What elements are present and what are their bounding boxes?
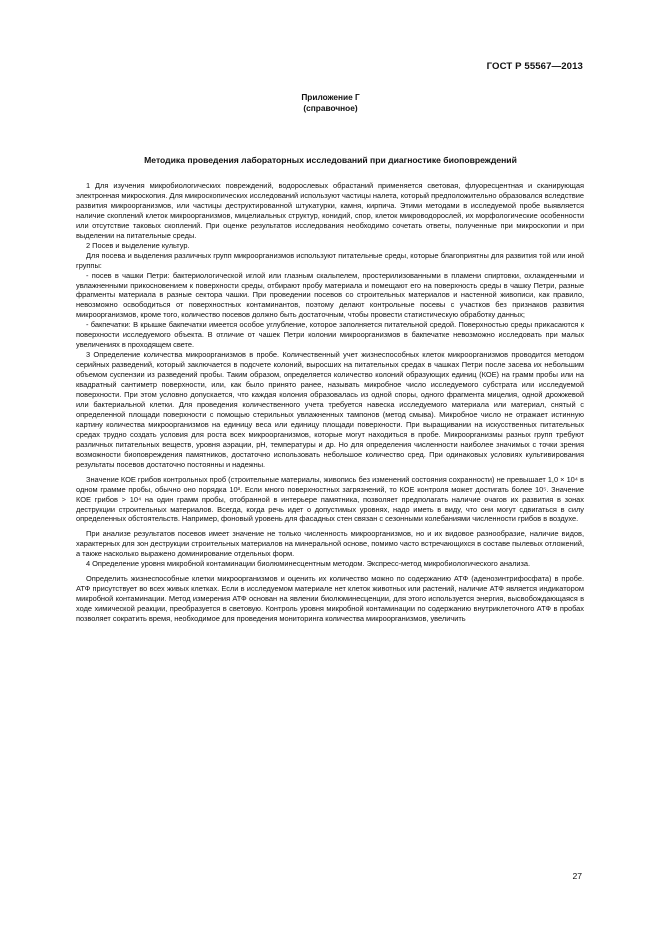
paragraph-species-diversity: При анализе результатов посевов имеет значение не только численность микроорганизмов, но и их видовое разнообразие, наличие видов, характерных для зон деструкции строительных материалов на минеральной основе, помимо часто встречающихся в составе пылевых отложений, а также насколько выражено доминирование отдельных форм. — [76, 529, 584, 559]
annex-subtitle: (справочное) — [303, 103, 358, 113]
body-text — [76, 181, 584, 624]
paragraph-3-microorganism-count: 3 Определение количества микроорганизмов в пробе. Количественный учет жизнеспособных клеток микроорганизмов проводится методом серийных разведений, который заключается в подсчете колоний, выросших на питательных средах в чашках Петри после засева их небольшим объемом суспензии из разведений пробы. Таким образом, определяется количество колоний образующих единиц (КОЕ) на грамм пробы или на квадратный сантиметр поверхности, или, как было принято ранее, называть микробное число исследуемого субстрата или исследуемой поверхности. При этом условно допускается, что каждая колония образовалась из одной споры, одного фрагмента мицелия, одной дрожжевой или бактериальной клетки. Для проведения количественного учета требуется навеска исследуемого материала или материал, снятый с определенной площади поверхности с помощью стерильных увлажненных тампонов (метод смыва). Микробное число не отражает истинную картину количества микроорганизмов на единицу веса или единицу площади поверхности. При выращивании на искусственных питательных средах трудно создать условия для роста всех микроорганизмов, которые могут находиться в пробе. Микроорганизмы разных групп требуют различных питательных веществ, уровня аэрации, pH, температуры и др. Но для определения численности наиболее значимых с точки зрения возможности биоповреждения памятников, достаточно использовать небольшое количество сред. При одинаковых условиях культивирования результаты посевов достаточно постоянны и надежны. — [76, 350, 584, 469]
paragraph-atp: Определить жизнеспособные клетки микроорганизмов и оценить их количество можно по содержанию АТФ (аденозинтрифосфата) в пробе. АТФ присутствует во всех живых клетках. Если в исследуемом материале нет клеток животных или растений, наличие АТФ является индикатором микробной контаминации. Метод измерения АТФ основан на явлении биолюминесценции, для этого используется энергия, высвобождающаяся в ходе химической реакции, преобразуется в световую. Контроль уровня микробной контаминации по содержанию внутриклеточного АТФ в пробах позволяет сократить время, необходимое для проведения мониторинга количества микроорганизмов, увеличить — [76, 574, 584, 624]
paragraph-2-culture-heading: 2 Посев и выделение культур. — [86, 240, 190, 250]
standard-code: ГОСТ Р 55567—2013 — [486, 61, 583, 72]
paragraph-culture-media: Для посева и выделения различных групп микроорганизмов используют питательные среды, которые благоприятны для развития той или иной группы: — [76, 250, 584, 270]
page-number: 27 — [572, 871, 582, 881]
paragraph-4-bioluminescence: 4 Определение уровня микробной контаминации биолюминесцентным методом. Экспресс-метод микробиологического анализа. — [86, 559, 531, 569]
paragraph-cfu-values: Значение КОЕ грибов контрольных проб (строительные материалы, живопись без изменений состояния сохранности) не превышает 1,0 × 10⁴ в одном грамме пробы, обычно оно порядка 10³. Если много поверхностных загрязнений, то КОЕ контроля может достигать более 10⁵. Значение КОЕ грибов > 10⁴ на один грамм пробы, отобранной в интерьере памятника, позволяет предполагать наличие очагов их развития в зонах деструкции строительных материалов. Всегда, когда речь идет о допустимых уровнях, надо иметь в виду, что они могут сдвигаться в силу определенных обстоятельств. Например, фоновый уровень для фасадных стен связан с сезонными колебаниями численности грибов в воздухе. — [76, 474, 584, 524]
paragraph-petri-dishes: - посев в чашки Петри: бактериологической иглой или глазным скальпелем, простерилизованными в пламени спиртовки, охлажденными и увлажненными прикосновением к поверхности среды, отбирают пробу материала и помещают его на поверхность среды в чашку Петри, разные фрагменты материала в разные сектора чашки. При проведении посевов со строительных материалов и настенной живописи, как правило, невозможно освободиться от поверхностных контаминантов, поэтому делают контрольные посевы с участков без признаков развития микроорганизмов, кроме того, количество посевов должно быть достаточным, чтобы провести статистическую обработку данных; — [76, 270, 584, 320]
annex-title: Приложение Г — [301, 92, 360, 102]
document-title: Методика проведения лабораторных исследований при диагностике биоповреждений — [144, 155, 517, 165]
paragraph-contact-plates: - бакпечатки: В крышке бакпечатки имеется особое углубление, которое заполняется питательной средой. Поверхностью среды прикасаются к поверхности исследуемого объекта. В отличие от чашек Петри колонии микроорганизмов в бакпечатке невозможно исследовать при малых увеличениях в проходящем свете. — [76, 320, 584, 350]
annex-heading — [0, 92, 661, 114]
paragraph-1-microscopy: 1 Для изучения микробиологических повреждений, водорослевых обрастаний применяется световая, флуоресцентная и сканирующая электронная микроскопия. Для микроскопических исследований используют частицы налета, который предположительно образовался вследствие развития микроорганизмов, или частицы деструктированной штукатурки, камня, кирпича. Этими методами в исследуемой пробе выявляется наличие скоплений клеток микроорганизмов, мицелиальных структур, конидий, спор, клеток микроводорослей, их морфологические особенности или отсутствие таковых скоплений. При оценке результатов исследования необходимо сочетать ответы, полученные при микроскопии и при выделении на питательные среды. — [76, 181, 584, 240]
